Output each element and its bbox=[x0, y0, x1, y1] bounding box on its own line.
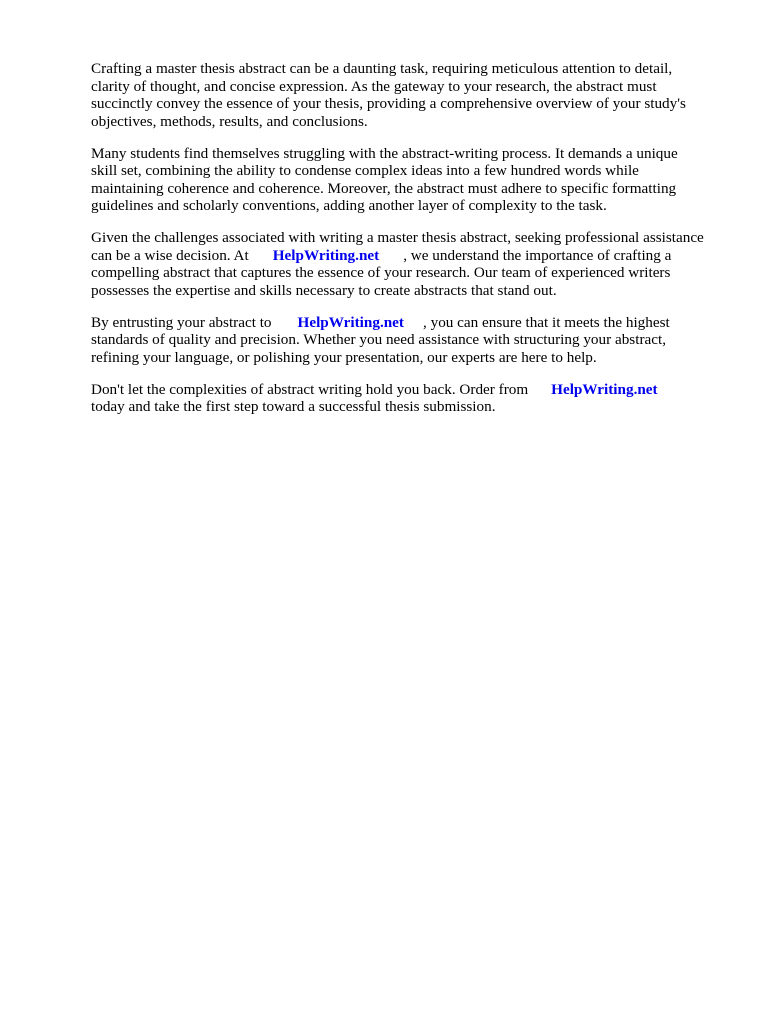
text-line: Crafting a master thesis abstract can be a daunting task, requiring meticulous attention to detail, bbox=[91, 60, 673, 77]
text-line-with-link bbox=[91, 381, 731, 399]
helpwriting-link[interactable]: HelpWriting.net bbox=[297, 313, 404, 331]
text-line: succinctly convey the essence of your thesis, providing a comprehensive overview of your study's bbox=[91, 95, 686, 112]
text-line: today and take the first step toward a successful thesis submission. bbox=[91, 398, 496, 415]
paragraph-order bbox=[91, 381, 731, 416]
text-segment: can be a wise decision. At bbox=[91, 246, 249, 264]
text-line: possesses the expertise and skills necessary to create abstracts that stand out. bbox=[91, 281, 557, 299]
helpwriting-link[interactable]: HelpWriting.net bbox=[272, 246, 380, 264]
helpwriting-link[interactable]: HelpWriting.net bbox=[551, 380, 658, 398]
text-segment: , we understand the importance of crafting a bbox=[403, 246, 672, 264]
text-line: refining your language, or polishing your presentation, our experts are here to help. bbox=[91, 348, 597, 366]
paragraph-struggles bbox=[91, 145, 731, 215]
text-line: skill set, combining the ability to condense complex ideas into a few hundred words while bbox=[91, 162, 639, 179]
text-line: standards of quality and precision. Whether you need assistance with structuring your abstract, bbox=[91, 331, 666, 348]
text-segment: By entrusting your abstract to bbox=[91, 313, 272, 331]
text-line: clarity of thought, and concise expression. As the gateway to your research, the abstract must bbox=[91, 77, 657, 95]
text-line: Many students find themselves struggling with the abstract-writing process. It demands a unique bbox=[91, 144, 678, 162]
paragraph-entrusting bbox=[91, 314, 731, 367]
text-line: compelling abstract that captures the essence of your research. Our team of experienced writers bbox=[91, 264, 671, 281]
text-segment: , you can ensure that it meets the highest bbox=[423, 313, 670, 331]
text-line-with-link bbox=[91, 314, 731, 332]
document-body bbox=[91, 60, 731, 430]
text-segment: Don't let the complexities of abstract writing hold you back. Order from bbox=[91, 380, 529, 398]
text-line: guidelines and scholarly conventions, adding another layer of complexity to the task. bbox=[91, 197, 607, 214]
text-line: Given the challenges associated with writing a master thesis abstract, seeking professional assistance bbox=[91, 229, 704, 246]
text-line: maintaining coherence and coherence. Moreover, the abstract must adhere to specific formatting bbox=[91, 179, 677, 197]
text-line: objectives, methods, results, and conclusions. bbox=[91, 112, 368, 130]
text-line-with-link bbox=[91, 247, 731, 265]
paragraph-intro bbox=[91, 60, 731, 130]
paragraph-assistance bbox=[91, 229, 731, 299]
